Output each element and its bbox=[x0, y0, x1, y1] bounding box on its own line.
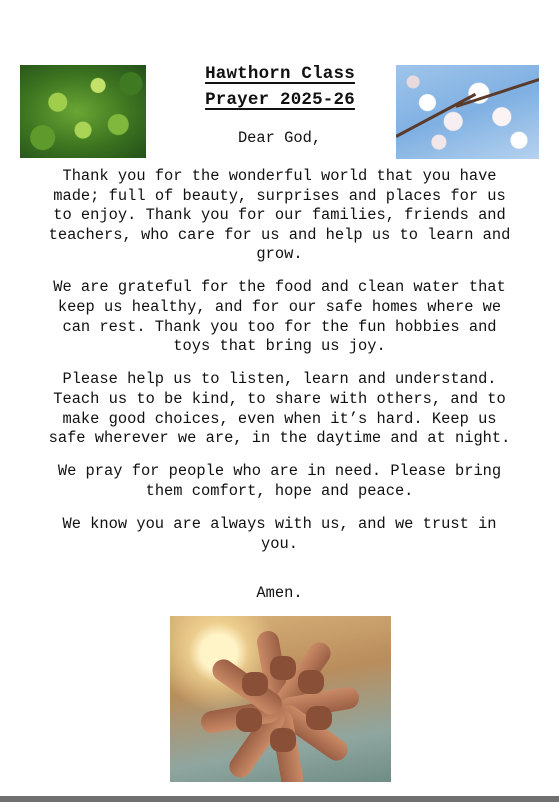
fist-shape bbox=[270, 728, 296, 752]
prayer-paragraph: We pray for people who are in need. Please bring them comfort, hope and peace. bbox=[57, 462, 502, 500]
fist-shape bbox=[270, 656, 296, 680]
title-line-1: Hawthorn Class bbox=[205, 64, 355, 84]
prayer-body bbox=[44, 167, 515, 568]
closing-amen: Amen. bbox=[256, 584, 303, 602]
branch-shape bbox=[456, 77, 539, 108]
prayer-paragraph: We know you are always with us, and we trust in you. bbox=[62, 514, 497, 553]
joined-hands-image bbox=[170, 616, 391, 782]
fist-shape bbox=[298, 670, 324, 694]
title-block bbox=[190, 64, 370, 116]
fist-shape bbox=[236, 708, 262, 732]
footer-bar bbox=[0, 796, 559, 802]
title-line-2: Prayer 2025-26 bbox=[205, 90, 355, 110]
salutation: Dear God, bbox=[237, 129, 322, 147]
prayer-paragraph: Please help us to listen, learn and understand. Teach us to be kind, to share with others, and to make good choices, even when it’s hard. Keep us safe wherever we are, in the daytime and at night. bbox=[48, 370, 511, 448]
prayer-paragraph: Thank you for the wonderful world that you have made; full of beauty, surprises and places for us to enjoy. Thank you for our families, friends and teachers, who care for us and help us to learn and grow. bbox=[48, 167, 511, 264]
prayer-paragraph: We are grateful for the food and clean water that keep us healthy, and for our safe homes where we can rest. Thank you too for the fun hobbies and toys that bring us joy. bbox=[53, 278, 506, 356]
fist-shape bbox=[242, 672, 268, 696]
fist-shape bbox=[306, 706, 332, 730]
